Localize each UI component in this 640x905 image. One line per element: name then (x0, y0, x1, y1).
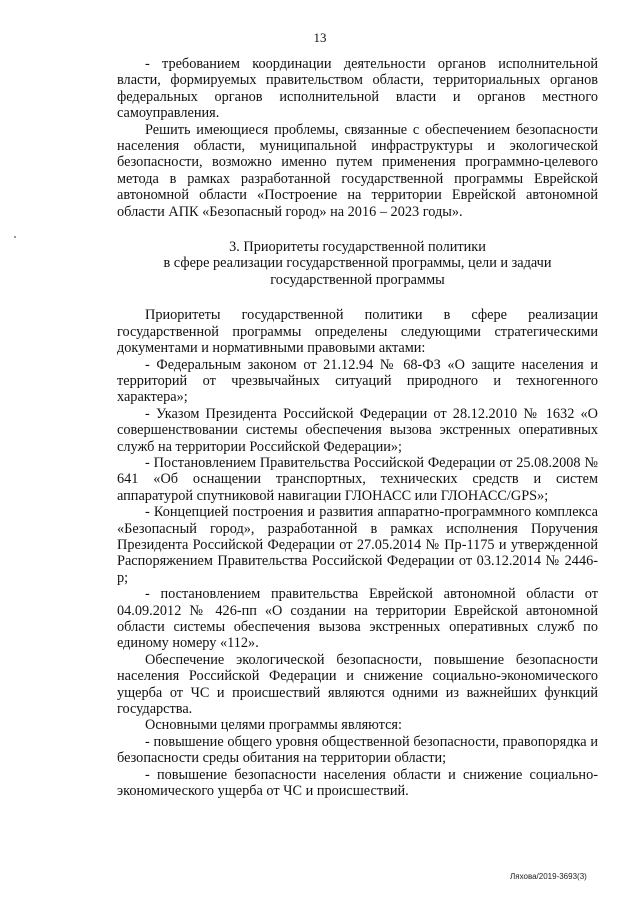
paragraph-solve-problems: Решить имеющиеся проблемы, связанные с обеспечением безопасности населения области, муниципальной инфраструктуры и экологической безопасности, возможно именно путем применения программно-целевого метода в рамках разработанной государственной программы Еврейской автономной области «Построение на территории Еврейской автономной области АПК «Безопасный город» на 2016 – 2023 годы». (117, 121, 598, 220)
scan-margin-mark (14, 236, 16, 238)
list-item-presidential-decree: - Указом Президента Российской Федерации от 28.12.2010 № 1632 «О совершенствовании системы обеспечения вызова экстренных оперативных служб на территории Российской Федерации»; (117, 405, 598, 455)
document-footer-code: Ляхова/2019-3693(3) (510, 872, 587, 881)
document-body (117, 56, 598, 799)
section-title-line-3: государственной программы (270, 271, 445, 288)
paragraph-priorities-intro: Приоритеты государственной политики в сфере реализации государственной программы определены следующими стратегическими документами и нормативными правовыми актами: (117, 307, 598, 357)
section-title (117, 239, 598, 288)
paragraph-environmental-safety: Обеспечение экологической безопасности, повышение безопасности населения Российской Федерации и снижение социально-экономического ущерба от ЧС и происшествий являются одними из важнейших функций государства. (117, 651, 598, 718)
section-title-line-2: в сфере реализации государственной программы, цели и задачи (163, 255, 552, 272)
list-item-federal-law: - Федеральным законом от 21.12.94 № 68-ФЗ «О защите населения и территорий от чрезвычайных ситуаций природного и техногенного характера»; (117, 356, 598, 406)
paragraph-coordination: - требованием координации деятельности органов исполнительной власти, формируемых правительством области, территориальных органов федеральных органов исполнительной власти и органов местного самоуправления. (117, 56, 598, 122)
page-number: 13 (313, 30, 327, 45)
list-item-goal-public-safety: - повышение общего уровня общественной безопасности, правопорядка и безопасности среды обитания на территории области; (117, 733, 598, 767)
paragraph-main-goals: Основными целями программы являются: (145, 717, 402, 734)
list-item-goal-population-safety: - повышение безопасности населения области и снижение социально-экономического ущерба от ЧС и происшествий. (117, 766, 598, 800)
list-item-regional-resolution: - постановлением правительства Еврейской автономной области от 04.09.2012 № 426-пп «О создании на территории Еврейской автономной области системы обеспечения вызова экстренных оперативных служб по единому номеру «112». (117, 586, 598, 652)
list-item-safe-city-concept: - Концепцией построения и развития аппаратно-программного комплекса «Безопасный город», разработанной в рамках исполнения Поручения Президента Российской Федерации от 27.05.2014 № Пр-1175 и утвержденной Распоряжением Правительства Российской Федерации от 03.12.2014 № 2446-р; (117, 504, 598, 586)
list-item-government-resolution: - Постановлением Правительства Российской Федерации от 25.08.2008 № 641 «Об оснащении транспортных, технических средств и систем аппаратурой спутниковой навигации ГЛОНАСС или ГЛОНАСС/GPS»; (117, 454, 598, 504)
section-title-line-1: 3. Приоритеты государственной политики (229, 239, 486, 256)
